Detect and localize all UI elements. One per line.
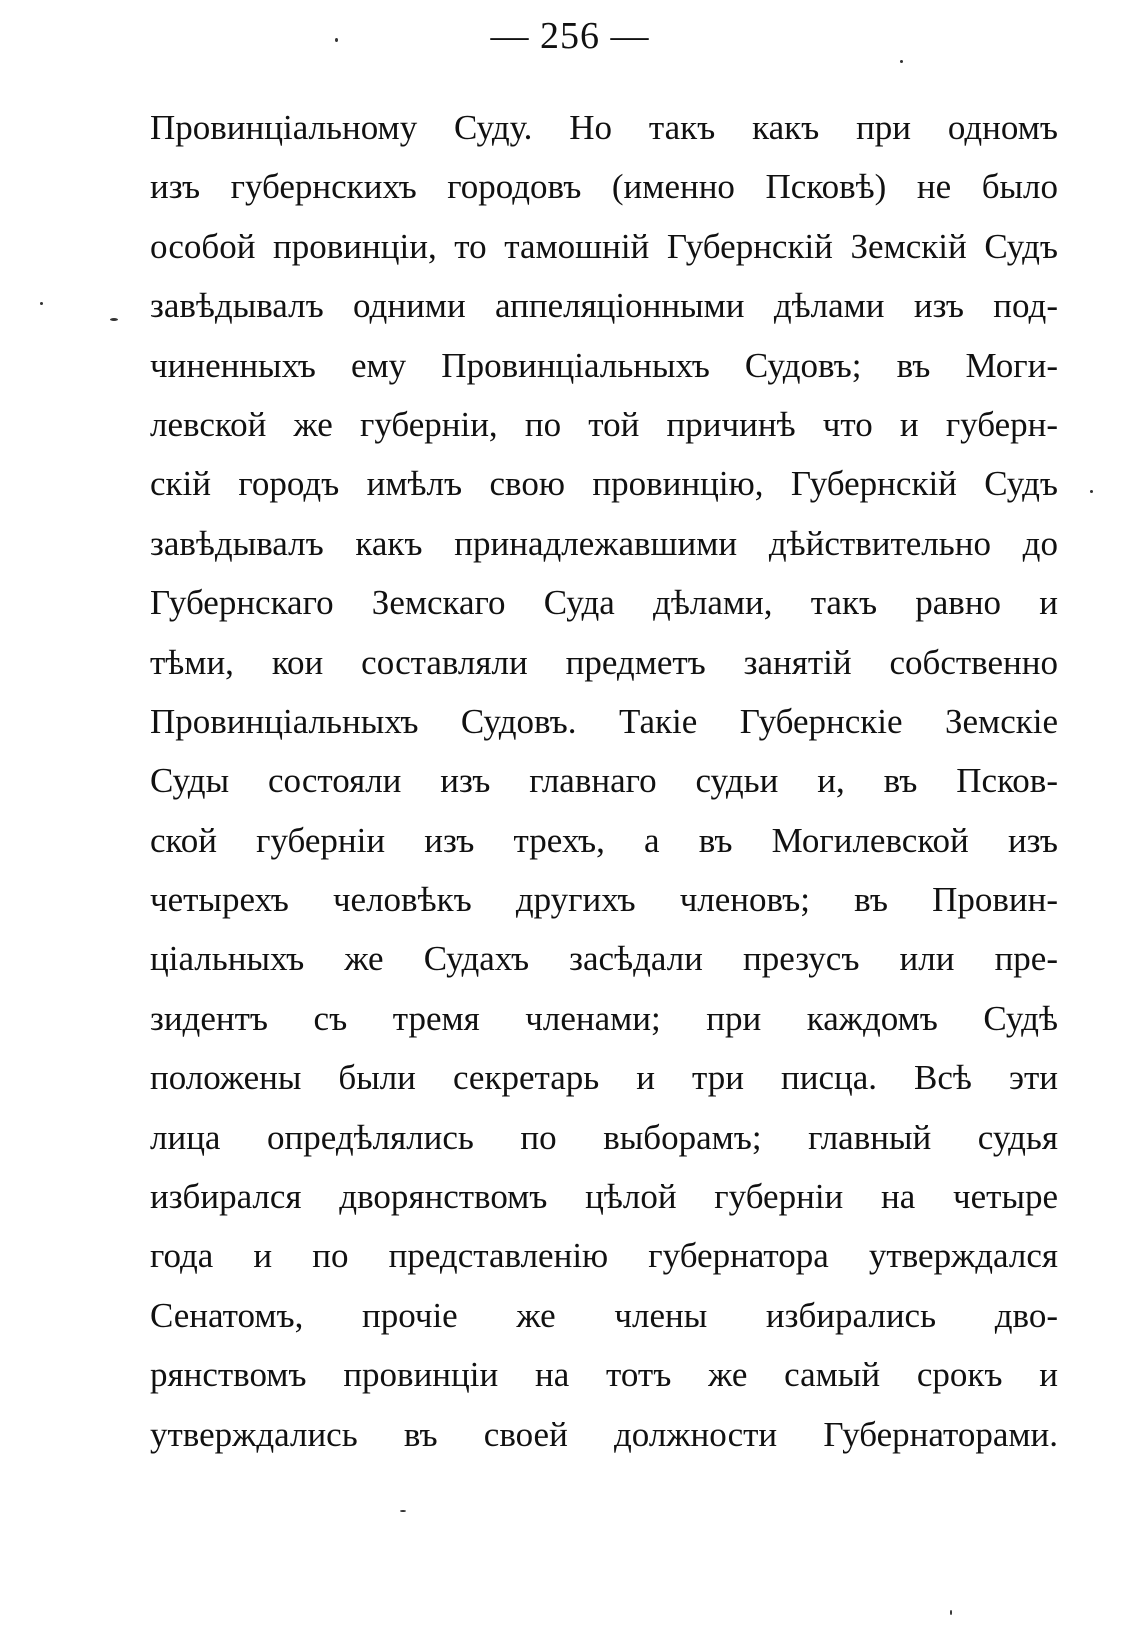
- text-line: избирался дворянствомъ цѣлой губерніи на четыре: [150, 1177, 1058, 1217]
- text-line: зидентъ съ тремя членами; при каждомъ Судѣ: [150, 998, 1058, 1038]
- text-line: Провинціальныхъ Судовъ. Такіе Губернскіе Земскіе: [150, 701, 1058, 741]
- text-line: ціальныхъ же Судахъ засѣдали презусъ или пре-: [150, 939, 1058, 979]
- text-line: тѣми, кои составляли предметъ занятій собственно: [150, 642, 1058, 682]
- text-line: Суды состояли изъ главнаго судьи и, въ Псков-: [150, 761, 1058, 801]
- text-line: четырехъ человѣкъ другихъ членовъ; въ Провин-: [150, 880, 1058, 920]
- text-line: чиненныхъ ему Провинціальныхъ Судовъ; въ Моги-: [150, 345, 1058, 385]
- text-line: особой провинціи, то тамошній Губернскій Земскій Судъ: [150, 226, 1058, 266]
- text-line: Провинціальному Суду. Но такъ какъ при одномъ: [150, 108, 1058, 147]
- text-line: завѣдывалъ одними аппеляціонными дѣлами изъ под-: [150, 286, 1058, 326]
- text-line: Губернскаго Земскаго Суда дѣлами, такъ равно и: [150, 583, 1058, 623]
- scan-speck: [335, 38, 338, 42]
- scan-speck: [1090, 490, 1093, 493]
- text-line: года и по представленію губернатора утверждался: [150, 1236, 1058, 1276]
- body-text: [150, 98, 1058, 1464]
- text-line: утверждались въ своей должности Губернаторами.: [150, 1414, 1058, 1454]
- text-line: положены были секретарь и три писца. Всѣ эти: [150, 1058, 1058, 1098]
- scan-speck: [110, 318, 118, 321]
- text-line: завѣдывалъ какъ принадлежавшими дѣйствительно до: [150, 523, 1058, 563]
- text-line: скій городъ имѣлъ свою провинцію, Губернскій Судъ: [150, 464, 1058, 504]
- scan-speck: [400, 1510, 406, 1512]
- text-line: Сенатомъ, прочіе же члены избирались дво-: [150, 1295, 1058, 1335]
- text-line: лица опредѣлялись по выборамъ; главный судья: [150, 1117, 1058, 1157]
- page-number: — 256 —: [490, 15, 650, 57]
- scan-speck: [40, 302, 43, 305]
- text-line: рянствомъ провинціи на тотъ же самый срокъ и: [150, 1355, 1058, 1395]
- scan-speck: [950, 1610, 952, 1615]
- scan-speck: [900, 60, 903, 63]
- text-line: изъ губернскихъ городовъ (именно Псковѣ) не было: [150, 167, 1058, 207]
- text-line: левской же губерніи, по той причинѣ что и губерн-: [150, 404, 1058, 444]
- text-line: ской губерніи изъ трехъ, а въ Могилевской изъ: [150, 820, 1058, 860]
